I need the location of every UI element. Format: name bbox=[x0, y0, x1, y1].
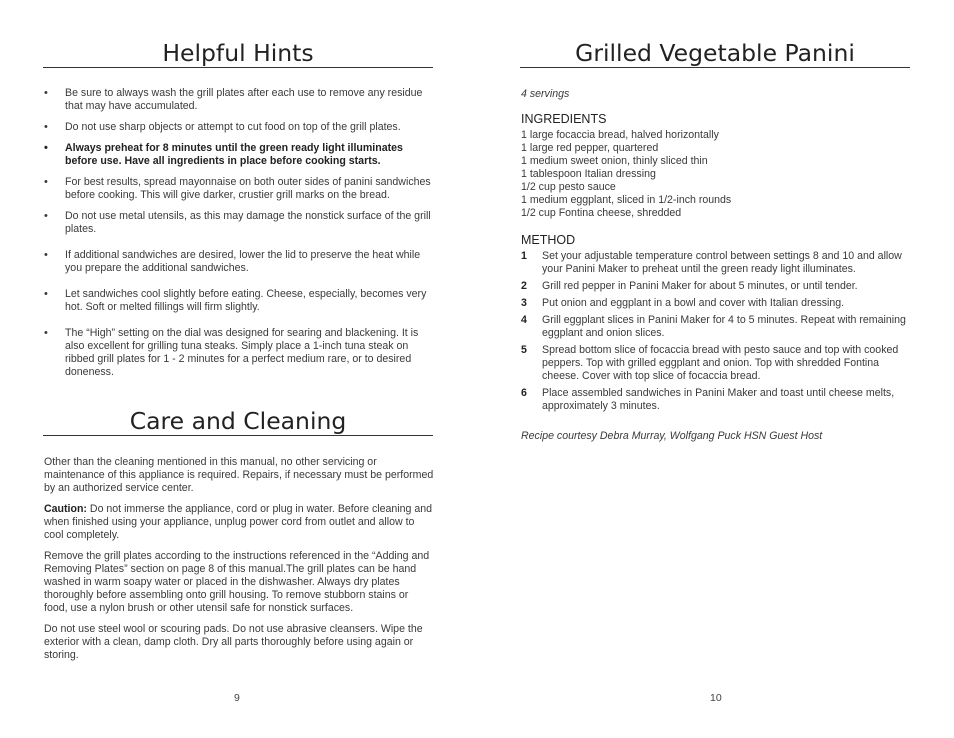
step-number: 3 bbox=[521, 297, 527, 309]
method-heading: METHOD bbox=[521, 233, 576, 247]
care-paragraph: Other than the cleaning mentioned in this manual, no other servicing or maintenance of this appliance is required. Repairs, if necessary must be performed by an authorized service center. bbox=[44, 456, 434, 494]
method-steps bbox=[521, 250, 913, 413]
page-number: 10 bbox=[710, 692, 722, 704]
method-step bbox=[521, 387, 913, 413]
hint-item: • Do not use metal utensils, as this may damage the nonstick surface of the grill plates. bbox=[44, 210, 432, 236]
method-step bbox=[521, 297, 913, 310]
ingredient-item: 1 medium eggplant, sliced in 1/2-inch rounds bbox=[521, 194, 732, 206]
care-section bbox=[44, 456, 434, 670]
hints-list bbox=[44, 87, 432, 387]
step-text: Put onion and eggplant in a bowl and cover with Italian dressing. bbox=[542, 297, 845, 309]
step-number: 5 bbox=[521, 344, 527, 356]
step-text: Spread bottom slice of focaccia bread with pesto sauce and top with cooked peppers. Top with grilled eggplant and onion. Top with shredded Fontina cheese. Cover with top slice of focaccia bread. bbox=[542, 344, 899, 382]
ingredient-item: 1 large red pepper, quartered bbox=[521, 142, 659, 154]
hint-item: • For best results, spread mayonnaise on both outer sides of panini sandwiches before cooking. This will give darker, crustier grill marks on the bread. bbox=[44, 176, 432, 202]
helpful-hints-title: Helpful Hints bbox=[43, 40, 433, 68]
caution-paragraph bbox=[44, 503, 434, 542]
care-paragraph: Remove the grill plates according to the instructions referenced in the “Adding and Removing Plates” section on page 8 of this manual.The grill plates can be hand washed in warm soapy water or placed in the dishwasher. Always dry plates thoroughly before assembling onto grill housing. To remove stubborn stains or food, use a nylon brush or other utensil safe for nonstick surfaces. bbox=[44, 550, 430, 614]
right-page bbox=[477, 0, 954, 738]
care-paragraph: Do not use steel wool or scouring pads. Do not use abrasive cleansers. Wipe the exterior with a clean, damp cloth. Dry all parts thoroughly before using again or storing. bbox=[44, 623, 423, 661]
step-number: 2 bbox=[521, 280, 527, 292]
ingredient-item: 1 medium sweet onion, thinly sliced thin bbox=[521, 155, 708, 167]
hint-item: • Let sandwiches cool slightly before eating. Cheese, especially, becomes very hot. Soft or melted fillings will firm slightly. bbox=[44, 288, 432, 314]
ingredient-item: 1 large focaccia bread, halved horizontally bbox=[521, 129, 719, 141]
caution-text: Do not immerse the appliance, cord or plug in water. Before cleaning and when finished using your appliance, unplug power cord from outlet and allow to cool completely. bbox=[44, 503, 433, 541]
ingredient-item: 1 tablespoon Italian dressing bbox=[521, 168, 656, 180]
method-step bbox=[521, 250, 913, 276]
care-cleaning-title: Care and Cleaning bbox=[43, 408, 433, 436]
step-number: 1 bbox=[521, 250, 527, 262]
ingredients-list bbox=[521, 129, 913, 220]
caution-label: Caution: bbox=[44, 503, 87, 515]
step-number: 4 bbox=[521, 314, 527, 326]
step-text: Set your adjustable temperature control between settings 8 and 10 and allow your Panini Maker to preheat until the green ready light illuminates. bbox=[542, 250, 902, 275]
step-text: Grill eggplant slices in Panini Maker for 4 to 5 minutes. Repeat with remaining eggplant and onion slices. bbox=[542, 314, 906, 339]
method-step bbox=[521, 344, 913, 383]
step-text: Grill red pepper in Panini Maker for about 5 minutes, or until tender. bbox=[542, 280, 858, 292]
method-step bbox=[521, 280, 913, 293]
hint-item: • If additional sandwiches are desired, lower the lid to preserve the heat while you prepare the additional sandwiches. bbox=[44, 249, 432, 275]
servings: 4 servings bbox=[521, 88, 570, 100]
hint-item: • Always preheat for 8 minutes until the green ready light illuminates before use. Have all ingredients in place before cooking starts. bbox=[44, 142, 432, 168]
method-step bbox=[521, 314, 913, 340]
recipe-credit: Recipe courtesy Debra Murray, Wolfgang Puck HSN Guest Host bbox=[521, 430, 823, 442]
hint-item: • The “High” setting on the dial was designed for searing and blackening. It is also excellent for grilling tuna steaks. Simply place a 1-inch tuna steak on ribbed grill plates for 1 - 2 minutes for a perfect medium rare, or to desired doneness. bbox=[44, 327, 432, 379]
page-number: 9 bbox=[234, 692, 240, 704]
step-text: Place assembled sandwiches in Panini Maker and toast until cheese melts, approximately 3 minutes. bbox=[542, 387, 895, 412]
ingredient-item: 1/2 cup pesto sauce bbox=[521, 181, 616, 193]
step-number: 6 bbox=[521, 387, 527, 399]
hint-item: • Be sure to always wash the grill plates after each use to remove any residue that may have accumulated. bbox=[44, 87, 432, 113]
ingredients-heading: INGREDIENTS bbox=[521, 112, 607, 126]
ingredient-item: 1/2 cup Fontina cheese, shredded bbox=[521, 207, 682, 219]
recipe-title: Grilled Vegetable Panini bbox=[520, 40, 910, 68]
recipe-body bbox=[521, 88, 913, 454]
hint-item: • Do not use sharp objects or attempt to cut food on top of the grill plates. bbox=[44, 121, 432, 134]
